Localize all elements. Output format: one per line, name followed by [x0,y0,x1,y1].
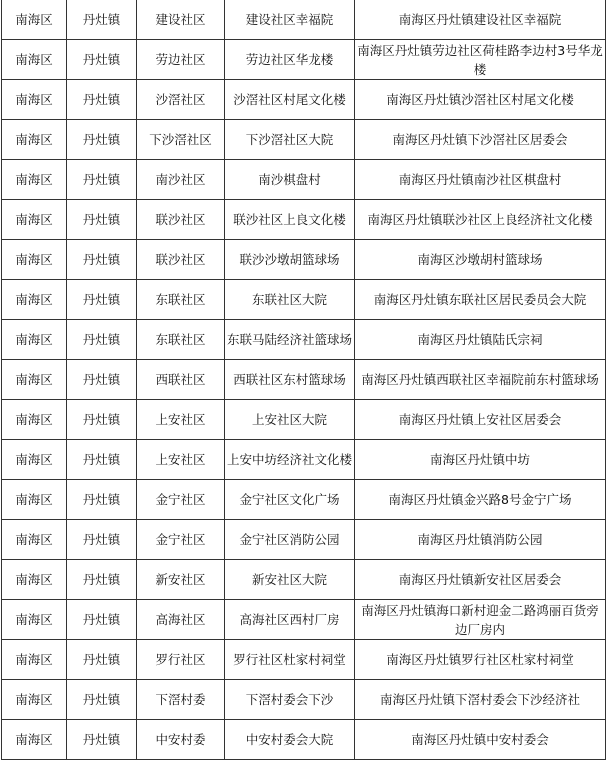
table-row [2,280,606,320]
table-row [2,720,606,760]
district-cell: 南海区 [2,80,67,120]
address-cell: 南海区丹灶镇中安村委会 [355,720,606,760]
town-cell: 丹灶镇 [67,640,137,680]
community-cell: 下滘村委 [137,680,225,720]
site-name-cell: 上安社区大院 [225,400,355,440]
site-name-cell: 金宁社区文化广场 [225,480,355,520]
town-cell: 丹灶镇 [67,480,137,520]
town-cell: 丹灶镇 [67,560,137,600]
address-cell: 南海区丹灶镇联沙社区上良经济社文化楼 [355,200,606,240]
address-cell: 南海区丹灶镇上安社区居委会 [355,400,606,440]
table-row [2,360,606,400]
town-cell: 丹灶镇 [67,600,137,640]
community-cell: 高海社区 [137,600,225,640]
table-body [2,0,606,760]
district-cell: 南海区 [2,720,67,760]
town-cell: 丹灶镇 [67,40,137,80]
community-cell: 中安村委 [137,720,225,760]
community-cell: 金宁社区 [137,520,225,560]
community-cell: 联沙社区 [137,200,225,240]
district-cell: 南海区 [2,520,67,560]
address-cell: 南海区丹灶镇东联社区居民委员会大院 [355,280,606,320]
town-cell: 丹灶镇 [67,360,137,400]
site-name-cell: 劳边社区华龙楼 [225,40,355,80]
community-cell: 上安社区 [137,440,225,480]
table-row [2,160,606,200]
district-cell: 南海区 [2,160,67,200]
site-name-cell: 东联马陆经济社篮球场 [225,320,355,360]
table-row [2,440,606,480]
town-cell: 丹灶镇 [67,520,137,560]
site-name-cell: 西联社区东村篮球场 [225,360,355,400]
table-row [2,640,606,680]
table-row [2,200,606,240]
site-name-cell: 金宁社区消防公园 [225,520,355,560]
town-cell: 丹灶镇 [67,120,137,160]
site-name-cell: 高海社区西村厂房 [225,600,355,640]
district-cell: 南海区 [2,360,67,400]
district-cell: 南海区 [2,240,67,280]
address-cell: 南海区丹灶镇南沙社区棋盘村 [355,160,606,200]
site-name-cell: 罗行社区杜家村祠堂 [225,640,355,680]
district-cell: 南海区 [2,560,67,600]
address-cell: 南海区丹灶镇海口新村迎金二路鸿丽百货旁边厂房内 [355,600,606,640]
location-table [1,0,606,760]
town-cell: 丹灶镇 [67,280,137,320]
community-cell: 联沙社区 [137,240,225,280]
site-name-cell: 中安村委会大院 [225,720,355,760]
table-row [2,0,606,40]
community-cell: 南沙社区 [137,160,225,200]
site-name-cell: 下沙滘社区大院 [225,120,355,160]
town-cell: 丹灶镇 [67,320,137,360]
district-cell: 南海区 [2,480,67,520]
address-cell: 南海区丹灶镇沙滘社区村尾文化楼 [355,80,606,120]
site-name-cell: 联沙社区上良文化楼 [225,200,355,240]
town-cell: 丹灶镇 [67,240,137,280]
address-cell: 南海区丹灶镇金兴路8号金宁广场 [355,480,606,520]
community-cell: 沙滘社区 [137,80,225,120]
district-cell: 南海区 [2,0,67,40]
address-cell: 南海区沙墩胡村篮球场 [355,240,606,280]
address-cell: 南海区丹灶镇下滘村委会下沙经济社 [355,680,606,720]
address-cell: 南海区丹灶镇下沙滘社区居委会 [355,120,606,160]
community-cell: 劳边社区 [137,40,225,80]
site-name-cell: 建设社区幸福院 [225,0,355,40]
community-cell: 金宁社区 [137,480,225,520]
community-cell: 下沙滘社区 [137,120,225,160]
address-cell: 南海区丹灶镇陆氏宗祠 [355,320,606,360]
table-row [2,520,606,560]
town-cell: 丹灶镇 [67,400,137,440]
town-cell: 丹灶镇 [67,680,137,720]
site-name-cell: 联沙沙墩胡篮球场 [225,240,355,280]
community-cell: 东联社区 [137,320,225,360]
district-cell: 南海区 [2,640,67,680]
table-row [2,240,606,280]
table-row [2,320,606,360]
address-cell: 南海区丹灶镇中坊 [355,440,606,480]
town-cell: 丹灶镇 [67,160,137,200]
community-cell: 新安社区 [137,560,225,600]
address-cell: 南海区丹灶镇消防公园 [355,520,606,560]
site-name-cell: 上安中坊经济社文化楼 [225,440,355,480]
table-row [2,560,606,600]
table-row [2,400,606,440]
town-cell: 丹灶镇 [67,200,137,240]
table-row [2,480,606,520]
district-cell: 南海区 [2,200,67,240]
district-cell: 南海区 [2,280,67,320]
address-cell: 南海区丹灶镇西联社区幸福院前东村篮球场 [355,360,606,400]
district-cell: 南海区 [2,320,67,360]
district-cell: 南海区 [2,600,67,640]
site-name-cell: 东联社区大院 [225,280,355,320]
town-cell: 丹灶镇 [67,80,137,120]
community-cell: 建设社区 [137,0,225,40]
site-name-cell: 下滘村委会下沙 [225,680,355,720]
town-cell: 丹灶镇 [67,0,137,40]
table-row [2,40,606,80]
district-cell: 南海区 [2,400,67,440]
community-cell: 罗行社区 [137,640,225,680]
district-cell: 南海区 [2,440,67,480]
address-cell: 南海区丹灶镇建设社区幸福院 [355,0,606,40]
address-cell: 南海区丹灶镇罗行社区杜家村祠堂 [355,640,606,680]
district-cell: 南海区 [2,680,67,720]
community-cell: 东联社区 [137,280,225,320]
site-name-cell: 新安社区大院 [225,560,355,600]
town-cell: 丹灶镇 [67,440,137,480]
address-cell: 南海区丹灶镇劳边社区荷桂路李边村3号华龙楼 [355,40,606,80]
table-row [2,600,606,640]
site-name-cell: 南沙棋盘村 [225,160,355,200]
community-cell: 西联社区 [137,360,225,400]
district-cell: 南海区 [2,40,67,80]
community-cell: 上安社区 [137,400,225,440]
site-name-cell: 沙滘社区村尾文化楼 [225,80,355,120]
address-cell: 南海区丹灶镇新安社区居委会 [355,560,606,600]
town-cell: 丹灶镇 [67,720,137,760]
table-row [2,680,606,720]
district-cell: 南海区 [2,120,67,160]
table-row [2,80,606,120]
table-row [2,120,606,160]
